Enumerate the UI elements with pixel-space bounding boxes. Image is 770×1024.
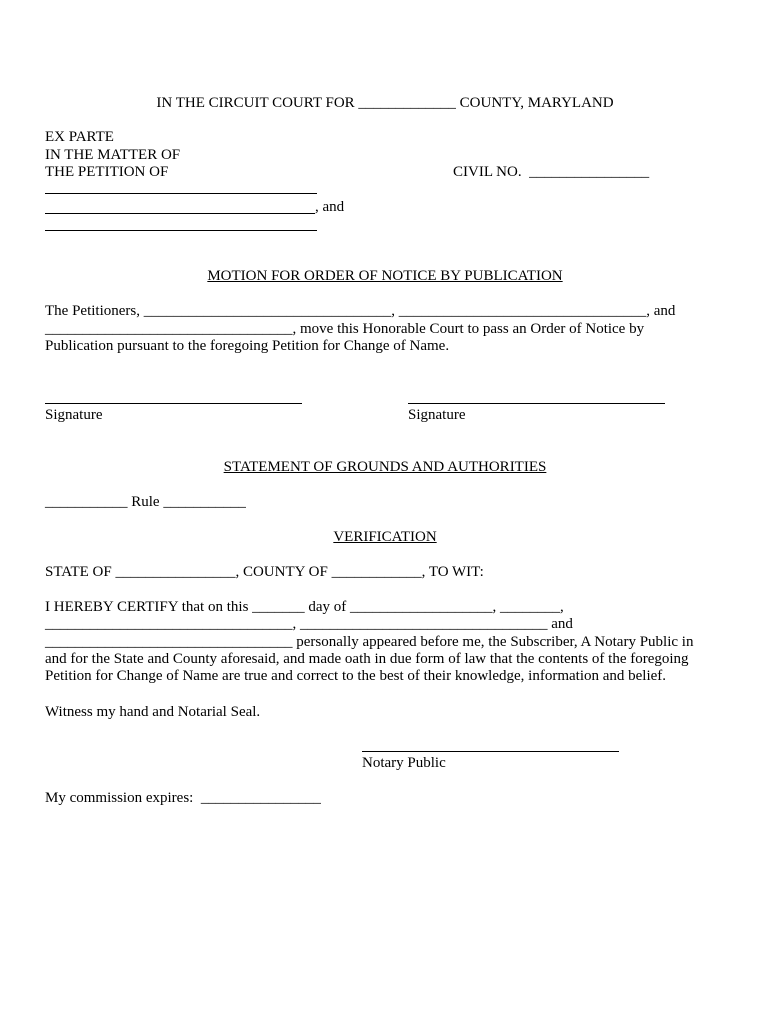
certify-line-1: I HEREBY CERTIFY that on this _______ day of ___________________, ________, bbox=[45, 599, 564, 615]
grounds-title: STATEMENT OF GROUNDS AND AUTHORITIES bbox=[223, 459, 547, 475]
motion-line-3: Publication pursuant to the foregoing Petition for Change of Name. bbox=[45, 338, 450, 354]
signature-line-left bbox=[45, 403, 302, 404]
certify-line-4: and for the State and County aforesaid, and made oath in due form of law that the contents of the foregoing bbox=[45, 651, 689, 667]
notary-label: Notary Public bbox=[362, 755, 446, 771]
witness-line: Witness my hand and Notarial Seal. bbox=[45, 704, 261, 720]
motion-line-1: The Petitioners, _________________________________, _________________________________, and bbox=[45, 303, 676, 319]
civil-number: CIVIL NO. ________________ bbox=[453, 164, 650, 180]
caption-and: , and bbox=[315, 199, 345, 215]
commission-expires: My commission expires: ________________ bbox=[45, 790, 321, 806]
notary-signature-line bbox=[362, 751, 619, 752]
state-county-line: STATE OF ________________, COUNTY OF ____________, TO WIT: bbox=[45, 564, 484, 580]
caption-ex-parte: EX PARTE bbox=[45, 129, 114, 145]
verification-title: VERIFICATION bbox=[333, 529, 437, 545]
caption-in-the-matter: IN THE MATTER OF bbox=[45, 147, 181, 163]
signature-line-right bbox=[408, 403, 665, 404]
motion-title: MOTION FOR ORDER OF NOTICE BY PUBLICATION bbox=[207, 268, 563, 284]
signature-label-left: Signature bbox=[45, 407, 103, 423]
petitioner-name-line-2 bbox=[45, 213, 315, 214]
certify-line-2: _________________________________, _________________________________ and bbox=[45, 616, 573, 632]
petitioner-name-line-3 bbox=[45, 230, 317, 231]
certify-line-5: Petition for Change of Name are true and correct to the best of their knowledge, information and belief. bbox=[45, 668, 667, 684]
rule-line: ___________ Rule ___________ bbox=[45, 494, 246, 510]
certify-line-3: _________________________________ personally appeared before me, the Subscriber, A Notary Public in bbox=[45, 634, 694, 650]
signature-label-right: Signature bbox=[408, 407, 466, 423]
caption-petition-of: THE PETITION OF bbox=[45, 164, 169, 180]
court-header: IN THE CIRCUIT COURT FOR _____________ COUNTY, MARYLAND bbox=[156, 95, 614, 111]
motion-line-2: _________________________________, move this Honorable Court to pass an Order of Notice by bbox=[45, 321, 645, 337]
petitioner-name-line-1 bbox=[45, 193, 317, 194]
